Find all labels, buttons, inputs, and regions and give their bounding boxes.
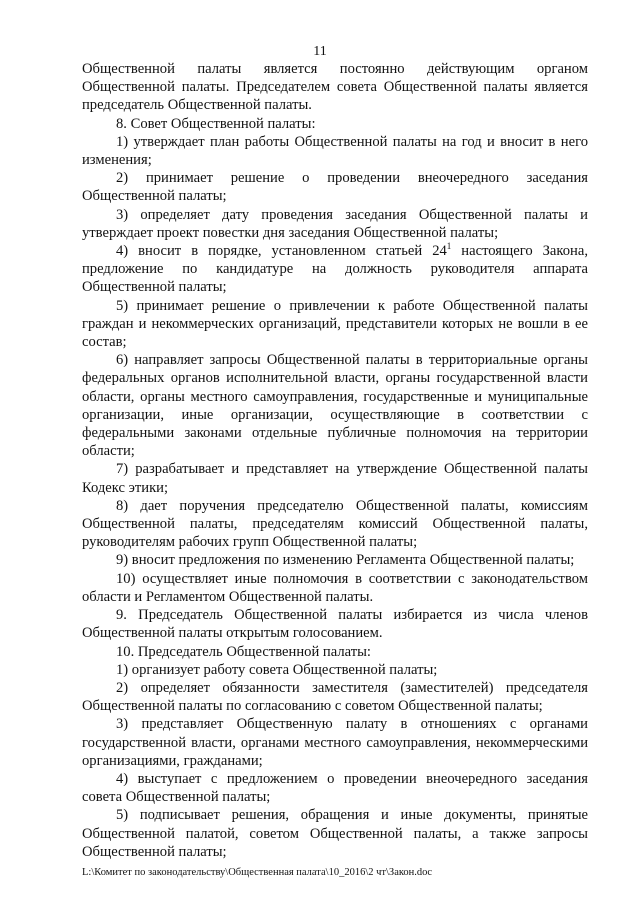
paragraph: 2) принимает решение о проведении внеочередного заседания Общественной палаты;	[82, 170, 588, 205]
page-number: 11	[313, 44, 327, 59]
paragraph: 8) дает поручения председателю Общественной палаты, комиссиям Общественной палаты, председателям комиссий Общественной палаты, руководителям рабочих групп Общественной палаты;	[82, 497, 588, 551]
paragraph-text: настоящего Закона, предложение по кандидатуре на должность руководителя аппарата Общественной палаты;	[82, 243, 588, 296]
paragraph: 7) разрабатывает и представляет на утверждение Общественной палаты Кодекс этики;	[82, 461, 588, 496]
section-10-heading: 10. Председатель Общественной палаты:	[116, 643, 371, 660]
superscript: 1	[446, 241, 452, 252]
paragraph: 6) направляет запросы Общественной палаты в территориальные органы федеральных органов исполнительной власти, органы государственной власти области, органы местного самоуправления, государственные и муниципальные организации, иные организации, осуществляющие в соответствии с федеральными законами отдельные публичные полномочия на территории области;	[82, 352, 588, 460]
paragraph: 3) представляет Общественную палату в отношениях с органами государственной власти, органами местного самоуправления, некоммерческими организациями, гражданами;	[82, 716, 588, 769]
document-body	[82, 60, 588, 861]
footer-file-path: L:\Комитет по законодательству\Общественная палата\10_2016\2 чт\Закон.doc	[82, 867, 433, 878]
paragraph: 10) осуществляет иные полномочия в соответствии с законодательством области и Регламентом Общественной палаты.	[82, 570, 588, 605]
section-8-heading: 8. Совет Общественной палаты:	[116, 115, 316, 132]
section-9: 9. Председатель Общественной палаты избирается из числа членов Общественной палаты открытым голосованием.	[82, 607, 588, 642]
paragraph	[82, 242, 588, 297]
paragraph: 9) вносит предложения по изменению Регламента Общественной палаты;	[116, 552, 575, 569]
paragraph: 1) утверждает план работы Общественной палаты на год и вносит в него изменения;	[82, 133, 588, 169]
paragraph: 4) выступает с предложением о проведении внеочередного заседания совета Общественной палаты;	[82, 770, 588, 806]
paragraph: 2) определяет обязанности заместителя (заместителей) председателя Общественной палаты по согласованию с советом Общественной палаты;	[82, 679, 588, 715]
paragraph: 5) принимает решение о привлечении к работе Общественной палаты граждан и некоммерческих организаций, представители которых не вошли в ее состав;	[82, 297, 588, 351]
paragraph: Общественной палаты является постоянно действующим органом Общественной палаты. Председателем совета Общественной палаты является председатель Общественной палаты.	[82, 61, 588, 114]
paragraph: 1) организует работу совета Общественной палаты;	[116, 661, 438, 678]
paragraph-text: 4) вносит в порядке, установленном статьей 24	[116, 243, 447, 260]
paragraph: 3) определяет дату проведения заседания Общественной палаты и утверждает проект повестки дня заседания Общественной палаты;	[82, 206, 588, 241]
paragraph: 5) подписывает решения, обращения и иные документы, принятые Общественной палатой, советом Общественной палаты, а также запросы Общественной палаты;	[82, 807, 588, 860]
